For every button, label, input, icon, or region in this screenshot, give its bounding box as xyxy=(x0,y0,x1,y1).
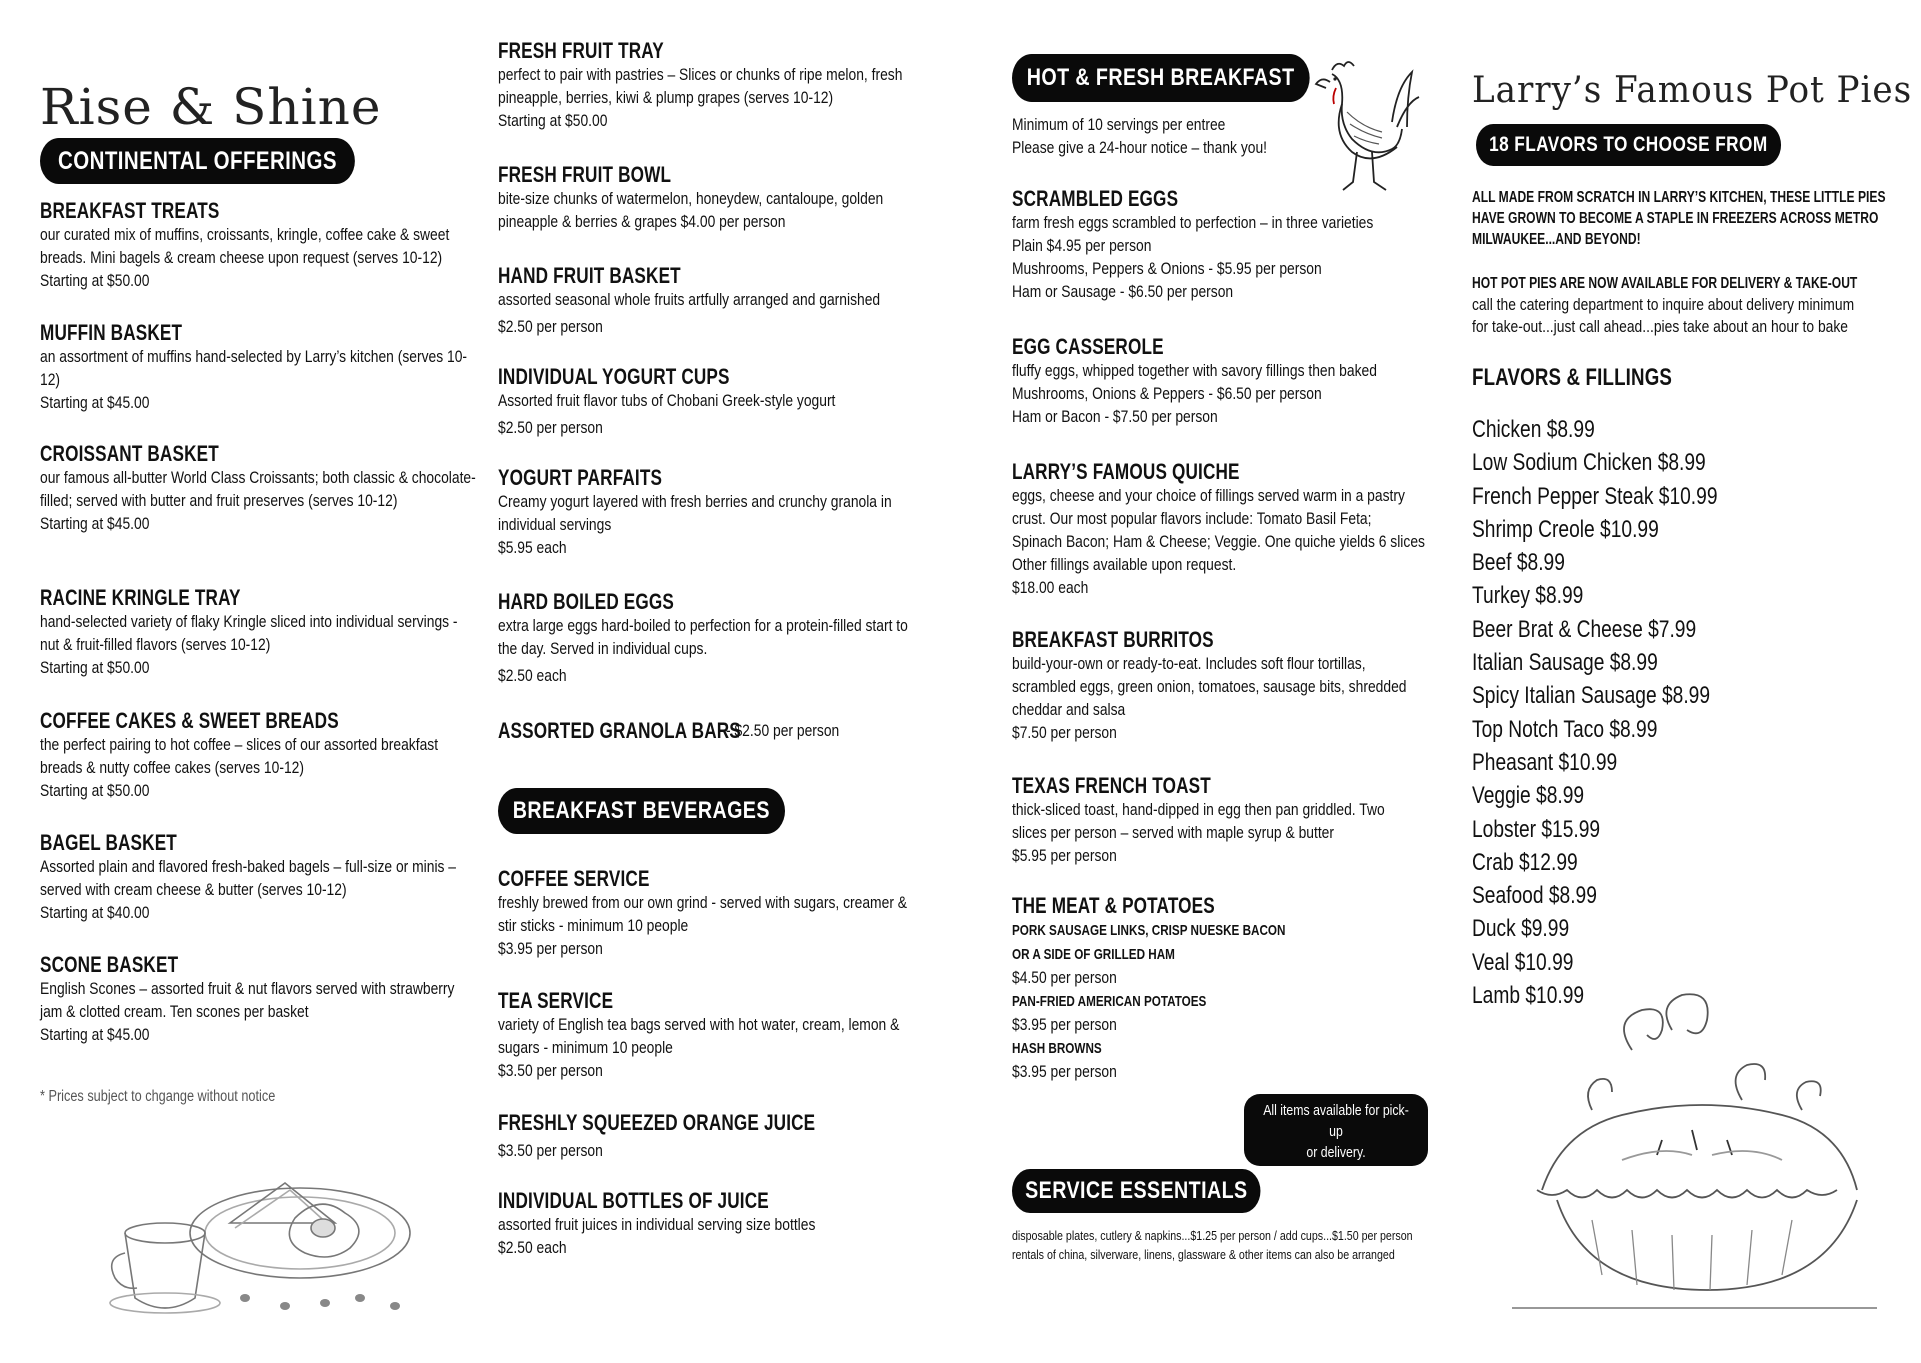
pickup-callout xyxy=(1244,1094,1428,1203)
continental-badge: CONTINENTAL OFFERINGS xyxy=(40,138,355,184)
intro-minimum: Minimum of 10 servings per entree xyxy=(1012,116,1226,134)
menu-item xyxy=(1012,186,1452,304)
menu-item xyxy=(40,708,480,803)
hot-pot-pies-line: call the catering department to inquire about delivery minimum xyxy=(1472,296,1855,314)
item-name: SCONE BASKET xyxy=(40,952,179,977)
item-description: Assorted plain and flavored fresh-baked bagels – full-size or minis – served with cream cheese & butter (serves 10-12) xyxy=(40,858,457,899)
item-name: CROISSANT BASKET xyxy=(40,441,219,466)
item-line: Mushrooms, Peppers & Onions - $5.95 per person xyxy=(1012,260,1322,278)
item-price: Starting at $45.00 xyxy=(40,1026,150,1044)
pot-pies-intro: ALL MADE FROM SCRATCH IN LARRY’S KITCHEN, THESE LITTLE PIES HAVE GROWN TO BECOME A STAPLE IN FREEZERS ACROSS METRO MILWAUKEE...AND BEYOND! xyxy=(1472,189,1886,248)
item-line: $7.50 per person xyxy=(1012,724,1117,742)
item-price: Starting at $45.00 xyxy=(40,515,150,533)
menu-item xyxy=(498,364,928,440)
item-price: Starting at $50.00 xyxy=(40,782,150,800)
beverages-badge: BREAKFAST BEVERAGES xyxy=(498,788,785,834)
flavor-item: Crab $12.99 xyxy=(1472,848,1578,876)
item-price: $2.50 each xyxy=(498,667,567,685)
callout-line: or delivery. xyxy=(1306,1144,1366,1161)
callout-line: All items available for pick-up xyxy=(1263,1102,1409,1140)
item-name: RACINE KRINGLE TRAY xyxy=(40,585,241,610)
price-disclaimer: * Prices subject to chgange without notice xyxy=(40,1088,276,1105)
intro-notice: Please give a 24-hour notice – thank you! xyxy=(1012,139,1268,157)
item-name: THE MEAT & POTATOES xyxy=(1012,893,1215,918)
menu-item xyxy=(40,198,480,293)
item-name: FRESHLY SQUEEZED ORANGE JUICE xyxy=(498,1110,816,1135)
item-line: $5.95 per person xyxy=(1012,847,1117,865)
rooster-illustration xyxy=(1302,52,1422,204)
item-name: COFFEE SERVICE xyxy=(498,866,650,891)
item-description: the perfect pairing to hot coffee – slices of our assorted breakfast breads & nutty coffee cakes (serves 10-12) xyxy=(40,736,439,777)
flavor-item: Duck $9.99 xyxy=(1472,915,1570,943)
flavor-item: Veal $10.99 xyxy=(1472,948,1574,976)
rise-shine-title: Rise & Shine xyxy=(40,78,382,136)
item-line: scrambled eggs, green onion, tomatoes, sausage bits, shredded xyxy=(1012,678,1407,696)
flavor-item: Turkey $8.99 xyxy=(1472,582,1584,610)
item-sub: PAN-FRIED AMERICAN POTATOES xyxy=(1012,993,1207,1010)
flavor-item: French Pepper Steak $10.99 xyxy=(1472,482,1718,510)
item-description: our curated mix of muffins, croissants, kringle, coffee cake & sweet breads. Mini bagels & cream cheese upon request (serves 10-12) xyxy=(40,226,450,267)
item-name: INDIVIDUAL BOTTLES OF JUICE xyxy=(498,1188,769,1213)
item-line: eggs, cheese and your choice of fillings served warm in a pastry xyxy=(1012,487,1405,505)
item-line: $18.00 each xyxy=(1012,579,1089,597)
item-name: SCRAMBLED EGGS xyxy=(1012,186,1179,211)
item-description: perfect to pair with pastries – Slices or chunks of ripe melon, fresh pineapple, berries, kiwi & plump grapes (serves 10-12) xyxy=(498,66,903,107)
item-name: BREAKFAST BURRITOS xyxy=(1012,627,1214,652)
menu-item xyxy=(498,465,928,560)
flavor-item: Lamb $10.99 xyxy=(1472,982,1585,1010)
item-price: $4.50 per person xyxy=(1012,969,1117,987)
flavor-item: Seafood $8.99 xyxy=(1472,882,1597,910)
item-name: COFFEE CAKES & SWEET BREADS xyxy=(40,708,339,733)
item-name: TEA SERVICE xyxy=(498,988,614,1013)
flavor-item: Top Notch Taco $8.99 xyxy=(1472,715,1658,743)
item-price: $3.95 per person xyxy=(1012,1016,1117,1034)
service-essentials-badge: SERVICE ESSENTIALS xyxy=(1012,1169,1261,1213)
menu-item xyxy=(40,320,480,415)
menu-item xyxy=(498,589,928,688)
item-name: FRESH FRUIT TRAY xyxy=(498,38,664,63)
breakfast-plate-illustration xyxy=(95,1168,435,1328)
item-description: an assortment of muffins hand-selected by Larry’s kitchen (serves 10-12) xyxy=(40,348,468,389)
item-price: $5.95 each xyxy=(498,539,567,557)
item-price: Starting at $45.00 xyxy=(40,394,150,412)
callout-line: Please give a 24-hour notice. xyxy=(1276,1165,1396,1203)
item-name: BAGEL BASKET xyxy=(40,830,177,855)
pot-pie-illustration xyxy=(1512,990,1892,1320)
menu-item xyxy=(498,263,928,339)
item-name: FRESH FRUIT BOWL xyxy=(498,162,672,187)
item-line: thick-sliced toast, hand-dipped in egg then pan griddled. Two xyxy=(1012,801,1385,819)
item-line: Mushrooms, Onions & Peppers - $6.50 per person xyxy=(1012,385,1322,403)
item-line: Other fillings available upon request. xyxy=(1012,556,1237,574)
item-line: farm fresh eggs scrambled to perfection – in three varieties xyxy=(1012,214,1374,232)
pot-pies-title: Larry’s Famous Pot Pies xyxy=(1472,70,1913,111)
menu-item xyxy=(498,162,928,234)
flavors-badge: 18 FLAVORS TO CHOOSE FROM xyxy=(1476,124,1781,166)
flavor-item: Low Sodium Chicken $8.99 xyxy=(1472,449,1706,477)
item-description: Creamy yogurt layered with fresh berries and crunchy granola in individual servings xyxy=(498,493,892,534)
menu-item xyxy=(498,988,928,1083)
item-name: BREAKFAST TREATS xyxy=(40,198,220,223)
flavor-item: Chicken $8.99 xyxy=(1472,416,1595,443)
flavor-item: Pheasant $10.99 xyxy=(1472,748,1618,776)
menu-item xyxy=(40,441,480,536)
item-price: $3.95 per person xyxy=(498,940,603,958)
menu-item xyxy=(498,38,928,133)
item-description: extra large eggs hard-boiled to perfection for a protein-filled start to the day. Served in individual cups. xyxy=(498,617,908,658)
item-description: variety of English tea bags served with hot water, cream, lemon & sugars - minimum 10 people xyxy=(498,1016,900,1057)
service-line: disposable plates, cutlery & napkins...$1.25 per person / add cups...$1.50 per person xyxy=(1012,1228,1413,1243)
item-name: HARD BOILED EGGS xyxy=(498,589,675,614)
flavor-item: Veggie $8.99 xyxy=(1472,782,1585,810)
menu-item xyxy=(498,866,928,961)
item-price: $2.50 each xyxy=(498,1239,567,1257)
hot-pot-pies-heading: HOT POT PIES ARE NOW AVAILABLE FOR DELIVERY & TAKE-OUT xyxy=(1472,275,1858,292)
item-price: Starting at $50.00 xyxy=(40,659,150,677)
item-description: assorted seasonal whole fruits artfully arranged and garnished xyxy=(498,291,881,309)
item-description: English Scones – assorted fruit & nut flavors served with strawberry jam & clotted cream. Ten scones per basket xyxy=(40,980,455,1021)
menu-item xyxy=(40,585,480,680)
item-name: YOGURT PARFAITS xyxy=(498,465,663,490)
item-name: LARRY’S FAMOUS QUICHE xyxy=(1012,459,1240,484)
menu-item-granola xyxy=(498,718,928,744)
menu-item xyxy=(498,1110,928,1163)
item-sub: HASH BROWNS xyxy=(1012,1040,1102,1057)
flavor-item: Spicy Italian Sausage $8.99 xyxy=(1472,682,1711,710)
item-price: $2.50 per person xyxy=(498,419,603,437)
item-price: $3.50 per person xyxy=(498,1062,603,1080)
menu-item xyxy=(40,830,480,925)
item-line: Ham or Bacon - $7.50 per person xyxy=(1012,408,1218,426)
item-price: $3.50 per person xyxy=(498,1142,603,1160)
flavor-list xyxy=(1472,413,1779,1012)
item-line: Plain $4.95 per person xyxy=(1012,237,1152,255)
menu-item xyxy=(1012,773,1452,868)
item-line: crust. Our most popular flavors include: Tomato Basil Feta; xyxy=(1012,510,1372,528)
item-description: assorted fruit juices in individual serving size bottles xyxy=(498,1216,816,1234)
item-sub: PORK SAUSAGE LINKS, CRISP NUESKE BACON xyxy=(1012,922,1286,939)
menu-item xyxy=(1012,627,1452,745)
item-price: - $2.50 per person xyxy=(726,722,840,740)
item-line: cheddar and salsa xyxy=(1012,701,1126,719)
hot-breakfast-badge: HOT & FRESH BREAKFAST xyxy=(1012,54,1309,102)
item-description: freshly brewed from our own grind - served with sugars, creamer & stir sticks - minimum 10 people xyxy=(498,894,908,935)
item-price: Starting at $40.00 xyxy=(40,904,150,922)
item-name: ASSORTED GRANOLA BARS xyxy=(498,718,741,743)
item-description: our famous all-butter World Class Croissants; both classic & chocolate-filled; served with butter and fruit preserves (serves 10-12) xyxy=(40,469,476,510)
flavor-item: Lobster $15.99 xyxy=(1472,815,1601,843)
menu-item xyxy=(498,1188,928,1260)
flavors-heading: FLAVORS & FILLINGS xyxy=(1472,364,1673,391)
item-price: Starting at $50.00 xyxy=(40,272,150,290)
item-line: Spinach Bacon; Ham & Cheese; Veggie. One quiche yields 6 slices xyxy=(1012,533,1425,551)
item-price: $3.95 per person xyxy=(1012,1063,1117,1081)
item-name: TEXAS FRENCH TOAST xyxy=(1012,773,1211,798)
flavor-item: Italian Sausage $8.99 xyxy=(1472,649,1658,677)
item-line: Ham or Sausage - $6.50 per person xyxy=(1012,283,1234,301)
flavor-item: Beef $8.99 xyxy=(1472,549,1565,577)
item-description: bite-size chunks of watermelon, honeydew, cantaloupe, golden pineapple & berries & grapes $4.00 per person xyxy=(498,190,884,231)
item-price: $2.50 per person xyxy=(498,318,603,336)
item-line: fluffy eggs, whipped together with savory fillings then baked xyxy=(1012,362,1377,380)
item-sub: OR A SIDE OF GRILLED HAM xyxy=(1012,946,1175,963)
flavor-item: Beer Brat & Cheese $7.99 xyxy=(1472,615,1697,643)
flavor-item: Shrimp Creole $10.99 xyxy=(1472,515,1659,543)
menu-item xyxy=(1012,459,1452,600)
item-line: slices per person – served with maple syrup & butter xyxy=(1012,824,1335,842)
item-name: INDIVIDUAL YOGURT CUPS xyxy=(498,364,730,389)
hot-pot-pies-line: for take-out...just call ahead...pies take about an hour to bake xyxy=(1472,318,1849,336)
item-line: build-your-own or ready-to-eat. Includes soft flour tortillas, xyxy=(1012,655,1366,673)
menu-item xyxy=(1012,334,1452,429)
item-name: MUFFIN BASKET xyxy=(40,320,183,345)
item-description: hand-selected variety of flaky Kringle sliced into individual servings - nut & fruit-filled flavors (serves 10-12) xyxy=(40,613,458,654)
menu-item xyxy=(40,952,480,1047)
item-name: EGG CASSEROLE xyxy=(1012,334,1164,359)
item-price: Starting at $50.00 xyxy=(498,112,608,130)
service-line: rentals of china, silverware, linens, glassware & other items can also be arranged xyxy=(1012,1247,1395,1262)
menu-item-meat-potatoes xyxy=(1012,893,1452,1084)
item-name: HAND FRUIT BASKET xyxy=(498,263,681,288)
item-description: Assorted fruit flavor tubs of Chobani Greek-style yogurt xyxy=(498,392,836,410)
